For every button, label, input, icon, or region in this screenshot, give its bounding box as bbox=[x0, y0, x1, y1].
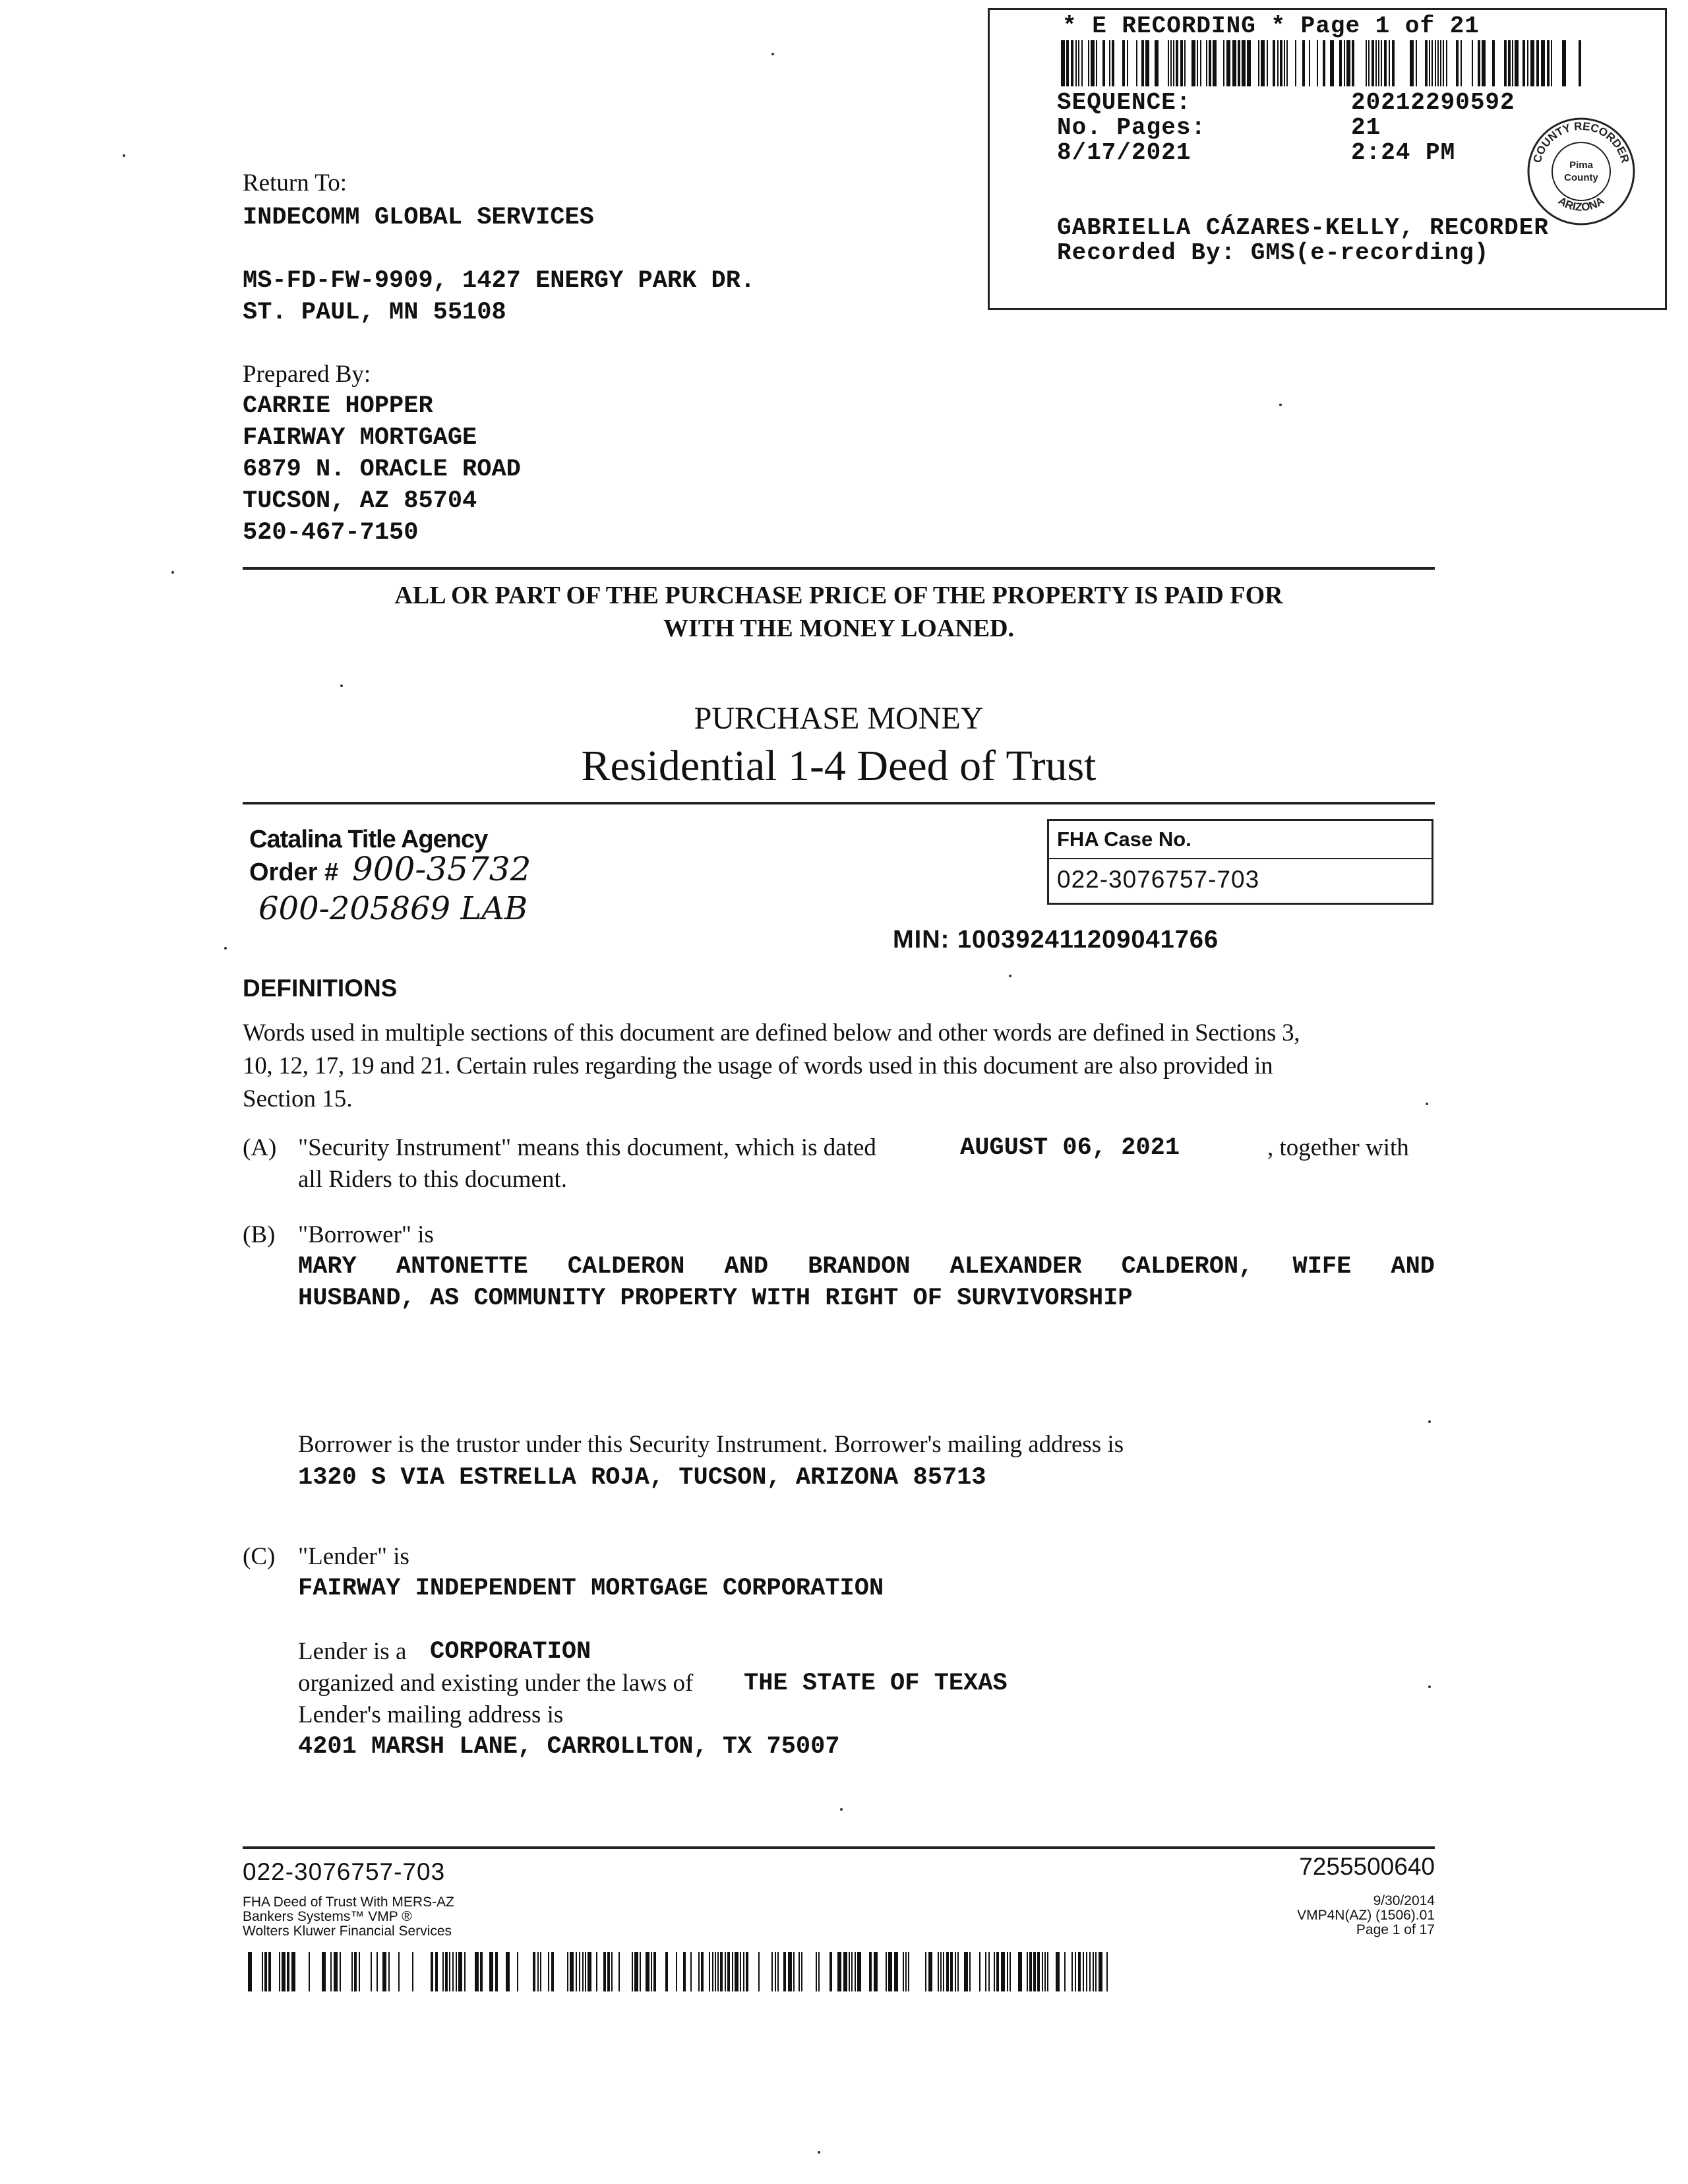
scan-speck bbox=[1009, 975, 1011, 977]
borrower-trustor-text: Borrower is the trustor under this Security Instrument. Borrower's mailing address is bbox=[298, 1431, 1124, 1458]
return-to-line-3: MS-FD-FW-9909, 1427 ENERGY PARK DR. bbox=[243, 267, 756, 295]
prepared-by-line-4: TUCSON, AZ 85704 bbox=[243, 487, 477, 515]
pages-label: No. Pages: bbox=[1057, 114, 1207, 141]
sequence-label: SEQUENCE: bbox=[1057, 89, 1191, 116]
divider-footer bbox=[243, 1846, 1435, 1849]
return-to-line-2 bbox=[243, 233, 755, 265]
lender-is-a: Lender is a bbox=[298, 1638, 407, 1665]
divider-top bbox=[243, 567, 1435, 570]
footer-form-line-3: Wolters Kluwer Financial Services bbox=[243, 1924, 452, 1939]
document-title: Residential 1-4 Deed of Trust bbox=[581, 742, 1097, 790]
definition-a-text-2: , together with bbox=[1267, 1134, 1409, 1161]
footer-form-date: 9/30/2014 bbox=[1373, 1893, 1435, 1908]
security-instrument-date: AUGUST 06, 2021 bbox=[960, 1134, 1180, 1162]
lender-label: "Lender" is bbox=[298, 1543, 409, 1570]
recording-stamp bbox=[988, 8, 1667, 310]
definitions-intro bbox=[243, 1017, 1443, 1116]
seal-bottom-text: ARIZONA bbox=[1555, 194, 1607, 214]
fha-box-divider bbox=[1049, 858, 1432, 859]
footer-form-line-2: Bankers Systems™ VMP ® bbox=[243, 1909, 412, 1924]
stamp-barcode bbox=[1061, 40, 1582, 86]
definitions-intro-line-3: Section 15. bbox=[243, 1085, 353, 1112]
lender-address: 4201 MARSH LANE, CARROLLTON, TX 75007 bbox=[298, 1733, 840, 1761]
recording-date: 8/17/2021 bbox=[1057, 139, 1191, 166]
order-number-second-handwritten: 600-205869 LAB bbox=[258, 890, 528, 927]
purchase-notice-line-1: ALL OR PART OF THE PURCHASE PRICE OF THE PROPERTY IS PAID FOR bbox=[394, 582, 1283, 609]
definitions-heading: DEFINITIONS bbox=[243, 975, 398, 1002]
footer-form-line-1: FHA Deed of Trust With MERS-AZ bbox=[243, 1895, 454, 1910]
borrower-names-line-1: MARY ANTONETTE CALDERON AND BRANDON ALEXANDER CALDERON, WIFE AND bbox=[298, 1253, 1435, 1281]
scan-speck bbox=[1428, 1685, 1431, 1688]
scan-speck bbox=[1428, 1420, 1431, 1423]
title-agency-name: Catalina Title Agency bbox=[249, 826, 488, 853]
sequence-value: 20212290592 bbox=[1351, 89, 1515, 116]
footer-form-info bbox=[243, 1895, 454, 1939]
seal-center-2: County bbox=[1564, 172, 1598, 183]
return-to-block bbox=[243, 202, 755, 328]
lender-state: THE STATE OF TEXAS bbox=[744, 1670, 1008, 1697]
purchase-notice-line-2: WITH THE MONEY LOANED. bbox=[663, 615, 1015, 642]
footer-case-number: 022-3076757-703 bbox=[243, 1858, 446, 1885]
seal-top-text: COUNTY RECORDER bbox=[1530, 119, 1632, 165]
recording-time: 2:24 PM bbox=[1351, 139, 1456, 166]
footer-form-codes bbox=[1171, 1894, 1435, 1937]
scan-speck bbox=[771, 53, 774, 55]
scan-speck bbox=[171, 571, 174, 574]
lender-name: FAIRWAY INDEPENDENT MORTGAGE CORPORATION bbox=[298, 1575, 884, 1602]
lender-organized-text: organized and existing under the laws of bbox=[298, 1670, 694, 1697]
scan-speck bbox=[1426, 1103, 1428, 1105]
footer-page-number: Page 1 of 17 bbox=[1356, 1922, 1435, 1937]
fha-case-label: FHA Case No. bbox=[1057, 828, 1191, 851]
county-seal-icon bbox=[1525, 115, 1637, 228]
scan-speck bbox=[840, 1808, 843, 1811]
recorded-by: Recorded By: GMS(e-recording) bbox=[1057, 239, 1490, 266]
lender-type: CORPORATION bbox=[430, 1638, 591, 1666]
definition-a-text-1: "Security Instrument" means this document, which is dated bbox=[298, 1134, 876, 1161]
footer-barcode bbox=[243, 1952, 1110, 1991]
borrower-address: 1320 S VIA ESTRELLA ROJA, TUCSON, ARIZONA 85713 bbox=[298, 1464, 986, 1492]
definition-a-text-3: all Riders to this document. bbox=[298, 1166, 567, 1193]
return-to-line-4: ST. PAUL, MN 55108 bbox=[243, 299, 506, 326]
order-number-handwritten: 900-35732 bbox=[352, 850, 531, 888]
scan-speck bbox=[224, 947, 227, 950]
scan-speck bbox=[1279, 404, 1282, 406]
footer-form-code: VMP4N(AZ) (1506).01 bbox=[1297, 1908, 1435, 1923]
purchase-notice bbox=[243, 579, 1435, 645]
document-subtitle: PURCHASE MONEY bbox=[694, 701, 984, 736]
prepared-by-line-2: FAIRWAY MORTGAGE bbox=[243, 424, 477, 452]
definition-c-marker: (C) bbox=[243, 1543, 276, 1570]
return-to-label: Return To: bbox=[243, 169, 347, 197]
lender-mailing-label: Lender's mailing address is bbox=[298, 1701, 564, 1728]
footer-loan-number: 7255500640 bbox=[1299, 1853, 1435, 1880]
prepared-by-label: Prepared By: bbox=[243, 361, 371, 388]
definitions-intro-line-1: Words used in multiple sections of this document are defined below and other words are defined in Sections 3, bbox=[243, 1019, 1300, 1046]
borrower-label: "Borrower" is bbox=[298, 1221, 434, 1248]
scan-speck bbox=[340, 684, 343, 687]
pages-value: 21 bbox=[1351, 114, 1381, 141]
divider-title bbox=[243, 802, 1435, 804]
definition-b-marker: (B) bbox=[243, 1221, 276, 1248]
definition-a-marker: (A) bbox=[243, 1134, 277, 1161]
seal-center-1: Pima bbox=[1569, 160, 1593, 171]
fha-case-value: 022-3076757-703 bbox=[1057, 866, 1260, 893]
prepared-by-line-3: 6879 N. ORACLE ROAD bbox=[243, 456, 521, 483]
order-label: Order # bbox=[249, 859, 339, 886]
scan-speck bbox=[123, 154, 125, 157]
borrower-names-line-2: HUSBAND, AS COMMUNITY PROPERTY WITH RIGHT OF SURVIVORSHIP bbox=[298, 1285, 1133, 1312]
scan-speck bbox=[818, 2151, 820, 2154]
prepared-by-line-5: 520-467-7150 bbox=[243, 519, 419, 547]
recorder-name: GABRIELLA CÁZARES-KELLY, RECORDER bbox=[1057, 214, 1549, 241]
prepared-by-block bbox=[243, 390, 521, 549]
prepared-by-line-1: CARRIE HOPPER bbox=[243, 392, 433, 420]
return-to-line-1: INDECOMM GLOBAL SERVICES bbox=[243, 204, 594, 231]
fha-case-box bbox=[1047, 819, 1433, 905]
svg-text:ARIZONA bbox=[1556, 195, 1607, 214]
recording-header: * E RECORDING * Page 1 of 21 bbox=[1062, 13, 1480, 40]
min-number: MIN: 100392411209041766 bbox=[893, 926, 1219, 954]
definitions-intro-line-2: 10, 12, 17, 19 and 21. Certain rules regarding the usage of words used in this document are also provided in bbox=[243, 1052, 1273, 1079]
